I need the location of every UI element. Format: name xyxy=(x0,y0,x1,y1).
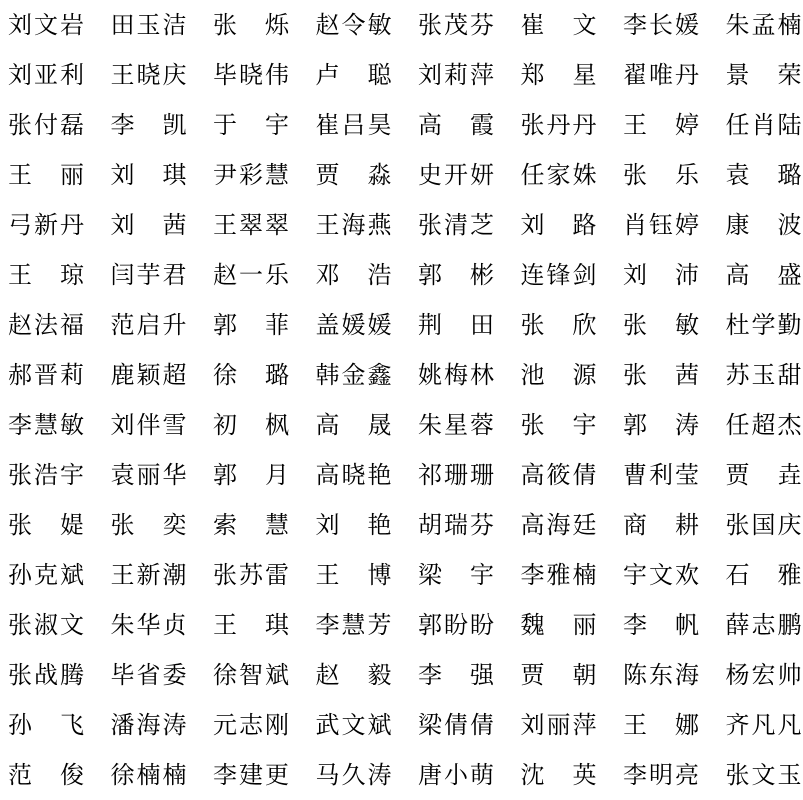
name-text: 池 源 xyxy=(521,363,597,387)
name-text: 李慧芳 xyxy=(316,613,392,637)
name-text: 薛志鹏 xyxy=(726,613,802,637)
name-cell xyxy=(623,550,726,600)
name-cell xyxy=(316,600,419,650)
name-text: 王 琪 xyxy=(213,613,289,637)
name-cell xyxy=(521,100,624,150)
name-text: 郝晋莉 xyxy=(8,363,84,387)
name-text: 景 荣 xyxy=(726,63,802,87)
name-text: 任肖陆 xyxy=(726,113,802,137)
name-cell xyxy=(418,300,521,350)
name-cell xyxy=(213,350,316,400)
name-text: 王翠翠 xyxy=(213,213,289,237)
name-text: 马久涛 xyxy=(316,763,392,787)
name-text: 孙 飞 xyxy=(8,713,84,737)
name-text: 张战腾 xyxy=(8,663,84,687)
name-cell xyxy=(213,50,316,100)
name-cell xyxy=(111,150,214,200)
name-cell xyxy=(623,750,726,800)
name-text: 李雅楠 xyxy=(521,563,597,587)
name-text: 商 耕 xyxy=(623,513,699,537)
name-text: 元志刚 xyxy=(213,713,289,737)
name-text: 杨宏帅 xyxy=(726,663,802,687)
name-cell xyxy=(623,150,726,200)
name-cell xyxy=(8,150,111,200)
name-cell xyxy=(726,500,803,550)
name-text: 于 宇 xyxy=(213,113,289,137)
name-text: 卢 聪 xyxy=(316,63,392,87)
name-text: 张 媞 xyxy=(8,513,84,537)
name-text: 李 强 xyxy=(418,663,494,687)
name-cell xyxy=(726,350,803,400)
name-cell xyxy=(213,600,316,650)
name-text: 王晓庆 xyxy=(111,63,187,87)
name-cell xyxy=(521,500,624,550)
name-text: 高 晟 xyxy=(316,413,392,437)
name-cell xyxy=(8,500,111,550)
name-text: 袁 璐 xyxy=(726,163,802,187)
name-text: 闫芋君 xyxy=(111,263,187,287)
name-text: 初 枫 xyxy=(213,413,289,437)
name-text: 张 宇 xyxy=(521,413,597,437)
name-cell xyxy=(8,200,111,250)
name-cell xyxy=(316,700,419,750)
name-cell xyxy=(623,500,726,550)
name-text: 张丹丹 xyxy=(521,113,597,137)
name-text: 张苏雷 xyxy=(213,563,289,587)
name-cell xyxy=(316,650,419,700)
name-text: 刘 沛 xyxy=(623,263,699,287)
name-text: 连锋剑 xyxy=(521,263,597,287)
name-cell xyxy=(521,150,624,200)
name-cell xyxy=(418,400,521,450)
name-cell xyxy=(111,50,214,100)
name-cell xyxy=(623,600,726,650)
name-text: 毕省委 xyxy=(111,663,187,687)
name-cell xyxy=(8,250,111,300)
name-text: 徐智斌 xyxy=(213,663,289,687)
name-text: 范 俊 xyxy=(8,763,84,787)
name-text: 张文玉 xyxy=(726,763,802,787)
name-cell xyxy=(316,500,419,550)
name-cell xyxy=(623,450,726,500)
name-cell xyxy=(418,450,521,500)
name-text: 翟唯丹 xyxy=(623,63,699,87)
name-cell xyxy=(316,50,419,100)
name-cell xyxy=(8,400,111,450)
name-cell xyxy=(316,150,419,200)
name-text: 唐小萌 xyxy=(418,763,494,787)
name-cell xyxy=(521,750,624,800)
name-text: 弓新丹 xyxy=(8,213,84,237)
name-text: 潘海涛 xyxy=(111,713,187,737)
name-cell xyxy=(418,0,521,50)
name-cell xyxy=(418,250,521,300)
name-cell xyxy=(521,550,624,600)
name-cell xyxy=(213,500,316,550)
name-text: 胡瑞芬 xyxy=(418,513,494,537)
name-cell xyxy=(521,400,624,450)
name-cell xyxy=(726,250,803,300)
name-text: 陈东海 xyxy=(623,663,699,687)
name-cell xyxy=(111,450,214,500)
name-text: 齐凡凡 xyxy=(726,713,802,737)
name-cell xyxy=(521,600,624,650)
name-cell xyxy=(316,450,419,500)
name-text: 史开妍 xyxy=(418,163,494,187)
name-text: 姚梅林 xyxy=(418,363,494,387)
name-cell xyxy=(111,500,214,550)
name-cell xyxy=(8,350,111,400)
name-cell xyxy=(213,700,316,750)
name-cell xyxy=(111,550,214,600)
name-cell xyxy=(418,650,521,700)
name-cell xyxy=(213,300,316,350)
name-cell xyxy=(316,100,419,150)
name-text: 刘 路 xyxy=(521,213,597,237)
name-text: 崔 文 xyxy=(521,13,597,37)
name-text: 贾 朝 xyxy=(521,663,597,687)
name-text: 张 茜 xyxy=(623,363,699,387)
name-cell xyxy=(111,650,214,700)
name-text: 张清芝 xyxy=(418,213,494,237)
name-text: 郭 菲 xyxy=(213,313,289,337)
name-cell xyxy=(623,50,726,100)
name-text: 祁珊珊 xyxy=(418,463,494,487)
name-cell xyxy=(213,450,316,500)
name-text: 王 丽 xyxy=(8,163,84,187)
name-cell xyxy=(623,300,726,350)
name-cell xyxy=(418,550,521,600)
name-text: 郑 星 xyxy=(521,63,597,87)
name-text: 朱星蓉 xyxy=(418,413,494,437)
name-cell xyxy=(623,650,726,700)
name-cell xyxy=(418,100,521,150)
name-cell xyxy=(623,0,726,50)
name-cell xyxy=(316,0,419,50)
name-cell xyxy=(726,400,803,450)
name-cell xyxy=(8,550,111,600)
name-grid xyxy=(8,0,803,800)
name-text: 郭 月 xyxy=(213,463,289,487)
name-cell xyxy=(521,350,624,400)
name-text: 王 博 xyxy=(316,563,392,587)
name-text: 任家姝 xyxy=(521,163,597,187)
name-cell xyxy=(726,50,803,100)
name-text: 朱孟楠 xyxy=(726,13,802,37)
name-cell xyxy=(726,200,803,250)
name-text: 沈 英 xyxy=(521,763,597,787)
name-cell xyxy=(623,400,726,450)
name-text: 袁丽华 xyxy=(111,463,187,487)
name-text: 魏 丽 xyxy=(521,613,597,637)
name-text: 肖钰婷 xyxy=(623,213,699,237)
name-cell xyxy=(111,750,214,800)
name-cell xyxy=(316,350,419,400)
name-cell xyxy=(418,350,521,400)
name-cell xyxy=(726,600,803,650)
name-text: 高 盛 xyxy=(726,263,802,287)
name-cell xyxy=(213,400,316,450)
name-text: 李慧敏 xyxy=(8,413,84,437)
name-cell xyxy=(623,350,726,400)
name-text: 张 烁 xyxy=(213,13,289,37)
name-cell xyxy=(316,200,419,250)
name-cell xyxy=(418,750,521,800)
name-text: 梁 宇 xyxy=(418,563,494,587)
name-cell xyxy=(623,100,726,150)
name-text: 索 慧 xyxy=(213,513,289,537)
name-text: 赵法福 xyxy=(8,313,84,337)
name-text: 李明亮 xyxy=(623,763,699,787)
name-text: 李 帆 xyxy=(623,613,699,637)
name-text: 王新潮 xyxy=(111,563,187,587)
name-cell xyxy=(726,700,803,750)
name-text: 韩金鑫 xyxy=(316,363,392,387)
name-cell xyxy=(8,300,111,350)
name-cell xyxy=(316,750,419,800)
name-cell xyxy=(316,550,419,600)
name-text: 曹利莹 xyxy=(623,463,699,487)
name-text: 张 欣 xyxy=(521,313,597,337)
name-text: 范启升 xyxy=(111,313,187,337)
name-cell xyxy=(111,250,214,300)
name-text: 张国庆 xyxy=(726,513,802,537)
name-text: 赵 毅 xyxy=(316,663,392,687)
name-text: 张 乐 xyxy=(623,163,699,187)
name-text: 康 波 xyxy=(726,213,802,237)
name-cell xyxy=(316,300,419,350)
name-text: 宇文欢 xyxy=(623,563,699,587)
name-text: 刘 茜 xyxy=(111,213,187,237)
name-cell xyxy=(111,0,214,50)
name-text: 张淑文 xyxy=(8,613,84,637)
name-cell xyxy=(111,600,214,650)
name-text: 高海廷 xyxy=(521,513,597,537)
name-text: 张浩宇 xyxy=(8,463,84,487)
name-cell xyxy=(213,250,316,300)
name-cell xyxy=(8,650,111,700)
name-text: 王 娜 xyxy=(623,713,699,737)
name-cell xyxy=(111,700,214,750)
name-text: 朱华贞 xyxy=(111,613,187,637)
name-text: 张茂芬 xyxy=(418,13,494,37)
name-text: 贾 淼 xyxy=(316,163,392,187)
name-cell xyxy=(521,300,624,350)
name-cell xyxy=(726,0,803,50)
name-cell xyxy=(726,650,803,700)
name-text: 梁倩倩 xyxy=(418,713,494,737)
name-cell xyxy=(8,600,111,650)
name-cell xyxy=(8,50,111,100)
name-cell xyxy=(623,200,726,250)
name-cell xyxy=(316,250,419,300)
name-cell xyxy=(521,650,624,700)
name-text: 王 琼 xyxy=(8,263,84,287)
name-cell xyxy=(316,400,419,450)
name-text: 赵一乐 xyxy=(213,263,289,287)
name-text: 刘丽萍 xyxy=(521,713,597,737)
name-cell xyxy=(111,200,214,250)
name-text: 贾 垚 xyxy=(726,463,802,487)
name-text: 刘 艳 xyxy=(316,513,392,537)
name-cell xyxy=(418,600,521,650)
name-cell xyxy=(521,0,624,50)
name-text: 王 婷 xyxy=(623,113,699,137)
name-text: 李 凯 xyxy=(111,113,187,137)
name-text: 刘文岩 xyxy=(8,13,84,37)
name-text: 高晓艳 xyxy=(316,463,392,487)
name-cell xyxy=(418,200,521,250)
name-text: 李长媛 xyxy=(623,13,699,37)
name-cell xyxy=(521,700,624,750)
name-text: 田玉洁 xyxy=(111,13,187,37)
name-text: 高筱倩 xyxy=(521,463,597,487)
name-text: 刘 琪 xyxy=(111,163,187,187)
name-cell xyxy=(111,350,214,400)
name-cell xyxy=(726,300,803,350)
name-cell xyxy=(213,650,316,700)
name-cell xyxy=(623,700,726,750)
name-cell xyxy=(213,200,316,250)
name-text: 徐 璐 xyxy=(213,363,289,387)
name-text: 尹彩慧 xyxy=(213,163,289,187)
name-text: 刘伴雪 xyxy=(111,413,187,437)
name-cell xyxy=(8,0,111,50)
name-text: 武文斌 xyxy=(316,713,392,737)
name-cell xyxy=(111,300,214,350)
name-text: 杜学勤 xyxy=(726,313,802,337)
name-cell xyxy=(213,100,316,150)
name-cell xyxy=(726,100,803,150)
name-cell xyxy=(726,750,803,800)
name-cell xyxy=(521,200,624,250)
name-text: 郭 涛 xyxy=(623,413,699,437)
name-text: 任超杰 xyxy=(726,413,802,437)
name-text: 高 霞 xyxy=(418,113,494,137)
name-text: 郭 彬 xyxy=(418,263,494,287)
name-text: 荆 田 xyxy=(418,313,494,337)
name-cell xyxy=(418,150,521,200)
name-text: 盖媛媛 xyxy=(316,313,392,337)
name-text: 邓 浩 xyxy=(316,263,392,287)
name-text: 鹿颖超 xyxy=(111,363,187,387)
name-cell xyxy=(418,50,521,100)
name-cell xyxy=(623,250,726,300)
name-text: 张付磊 xyxy=(8,113,84,137)
name-cell xyxy=(726,450,803,500)
name-cell xyxy=(726,150,803,200)
name-cell xyxy=(111,100,214,150)
name-cell xyxy=(521,50,624,100)
name-text: 孙克斌 xyxy=(8,563,84,587)
name-cell xyxy=(521,250,624,300)
name-cell xyxy=(8,700,111,750)
name-text: 张 敏 xyxy=(623,313,699,337)
name-text: 赵令敏 xyxy=(316,13,392,37)
name-cell xyxy=(521,450,624,500)
name-cell xyxy=(8,450,111,500)
name-text: 李建更 xyxy=(213,763,289,787)
name-cell xyxy=(213,0,316,50)
name-text: 张 奕 xyxy=(111,513,187,537)
name-text: 王海燕 xyxy=(316,213,392,237)
name-text: 毕晓伟 xyxy=(213,63,289,87)
name-cell xyxy=(726,550,803,600)
name-cell xyxy=(8,100,111,150)
name-text: 郭盼盼 xyxy=(418,613,494,637)
name-cell xyxy=(213,150,316,200)
name-cell xyxy=(418,700,521,750)
name-text: 石 雅 xyxy=(726,563,802,587)
name-text: 刘莉萍 xyxy=(418,63,494,87)
name-cell xyxy=(418,500,521,550)
name-cell xyxy=(8,750,111,800)
name-cell xyxy=(213,550,316,600)
name-text: 苏玉甜 xyxy=(726,363,802,387)
name-cell xyxy=(213,750,316,800)
name-text: 徐楠楠 xyxy=(111,763,187,787)
name-text: 刘亚利 xyxy=(8,63,84,87)
name-text: 崔吕昊 xyxy=(316,113,392,137)
name-cell xyxy=(111,400,214,450)
